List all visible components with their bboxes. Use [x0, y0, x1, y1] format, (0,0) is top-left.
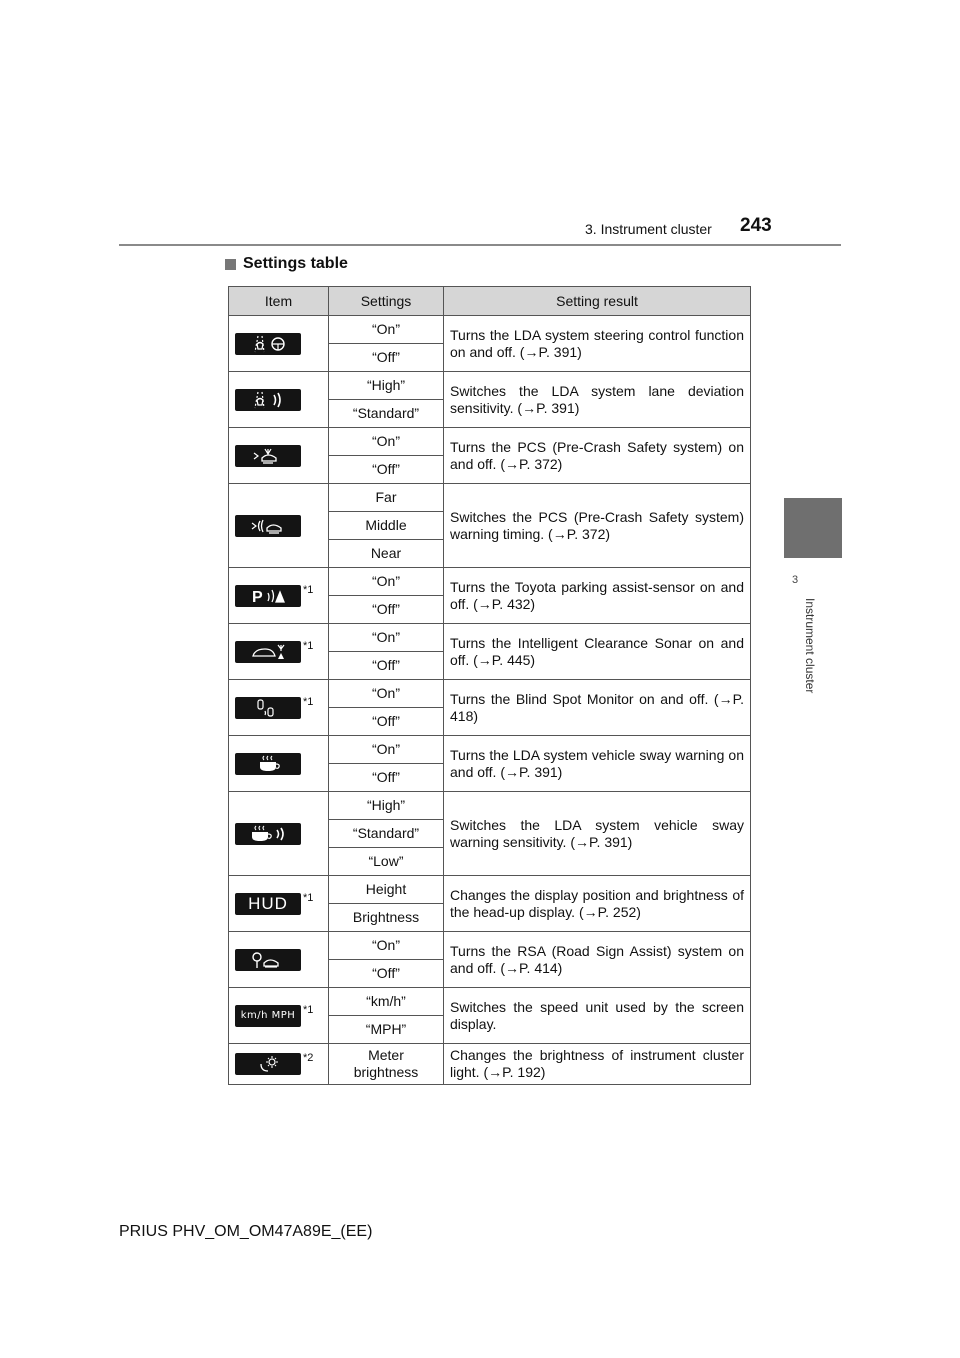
setting-value: “High”	[329, 792, 444, 820]
table-row	[229, 680, 751, 708]
setting-value: Brightness	[329, 904, 444, 932]
chapter-tab	[784, 498, 842, 558]
setting-value: “Low”	[329, 848, 444, 876]
setting-value: “On”	[329, 428, 444, 456]
setting-result: Turns the LDA system vehicle sway warning on and off. (→P. 391)	[444, 736, 751, 792]
setting-result: Changes the display position and brightness of the head-up display. (→P. 252)	[444, 876, 751, 932]
setting-value: Near	[329, 540, 444, 568]
item-cell	[229, 736, 329, 792]
item-cell	[229, 428, 329, 484]
table-row	[229, 792, 751, 820]
table-row	[229, 988, 751, 1016]
footnote-marker: *2	[303, 1052, 314, 1064]
setting-value: Meter brightness	[329, 1044, 444, 1085]
setting-result: Switches the speed unit used by the screen display.	[444, 988, 751, 1044]
column-header-item: Item	[229, 287, 329, 316]
setting-value: “On”	[329, 932, 444, 960]
setting-result: Turns the Blind Spot Monitor on and off. (→P. 418)	[444, 680, 751, 736]
table-row	[229, 736, 751, 764]
item-cell	[229, 792, 329, 876]
setting-result: Switches the PCS (Pre-Crash Safety system) warning timing. (→P. 372)	[444, 484, 751, 568]
item-cell	[229, 876, 329, 932]
setting-value: “Off”	[329, 596, 444, 624]
lda-sensitivity-icon	[235, 389, 301, 411]
hud-icon	[235, 893, 301, 915]
setting-value: “Off”	[329, 456, 444, 484]
settings-heading-text: Settings table	[243, 255, 348, 272]
table-row	[229, 372, 751, 400]
settings-heading	[225, 255, 348, 273]
footnote-marker: *1	[303, 583, 314, 596]
chapter-number: 3	[792, 574, 799, 586]
clearance-sonar-icon	[235, 641, 301, 663]
setting-value: “On”	[329, 680, 444, 708]
setting-result: Turns the Intelligent Clearance Sonar on and off. (→P. 445)	[444, 624, 751, 680]
meter-brightness-icon	[235, 1053, 301, 1075]
table-row	[229, 1044, 751, 1085]
item-cell	[229, 680, 329, 736]
setting-value: “MPH”	[329, 1016, 444, 1044]
speed-unit-icon	[235, 1005, 301, 1027]
lda-steering-control-icon	[235, 333, 301, 355]
header-rule	[119, 244, 841, 246]
setting-result: Changes the brightness of instrument cluster light. (→P. 192)	[444, 1044, 751, 1085]
table-row	[229, 428, 751, 456]
setting-value: “Off”	[329, 960, 444, 988]
setting-value: “km/h”	[329, 988, 444, 1016]
setting-result: Turns the PCS (Pre-Crash Safety system) on and off. (→P. 372)	[444, 428, 751, 484]
table-row	[229, 932, 751, 960]
setting-value: “Standard”	[329, 820, 444, 848]
setting-value: Far	[329, 484, 444, 512]
setting-result: Switches the LDA system vehicle sway warning sensitivity. (→P. 391)	[444, 792, 751, 876]
footnote-marker: *1	[303, 891, 314, 904]
footnote-marker: *1	[303, 1003, 314, 1016]
table-row	[229, 316, 751, 344]
settings-table	[228, 286, 751, 1085]
table-row	[229, 624, 751, 652]
setting-value: “Standard”	[329, 400, 444, 428]
item-cell	[229, 1044, 329, 1085]
setting-value: “High”	[329, 372, 444, 400]
table-row	[229, 484, 751, 512]
item-cell	[229, 316, 329, 372]
item-cell	[229, 568, 329, 624]
svg-text:P: P	[252, 588, 263, 605]
item-cell	[229, 372, 329, 428]
parking-assist-sensor-icon	[235, 585, 301, 607]
table-row	[229, 876, 751, 904]
vehicle-sway-warning-icon	[235, 753, 301, 775]
setting-value: “On”	[329, 736, 444, 764]
table-row	[229, 568, 751, 596]
item-cell	[229, 988, 329, 1044]
setting-value: “Off”	[329, 652, 444, 680]
setting-value: Middle	[329, 512, 444, 540]
column-header-settings: Settings	[329, 287, 444, 316]
speed-unit-icon-text: km/h MPH	[240, 1010, 296, 1021]
item-cell	[229, 484, 329, 568]
sway-warning-sensitivity-icon	[235, 823, 301, 845]
footer-document-code: PRIUS PHV_OM_OM47A89E_(EE)	[119, 1223, 373, 1240]
setting-value: “Off”	[329, 708, 444, 736]
setting-result: Turns the LDA system steering control function on and off. (→P. 391)	[444, 316, 751, 372]
road-sign-assist-icon	[235, 949, 301, 971]
column-header-result: Setting result	[444, 287, 751, 316]
setting-value: “On”	[329, 316, 444, 344]
setting-value: “Off”	[329, 764, 444, 792]
chapter-label: Instrument cluster	[803, 598, 817, 694]
setting-value: Height	[329, 876, 444, 904]
setting-value: “On”	[329, 624, 444, 652]
table-header-row	[229, 287, 751, 316]
setting-value: “On”	[329, 568, 444, 596]
setting-value: “Off”	[329, 344, 444, 372]
footnote-marker: *1	[303, 695, 314, 708]
blind-spot-monitor-icon	[235, 697, 301, 719]
setting-result: Switches the LDA system lane deviation sensitivity. (→P. 391)	[444, 372, 751, 428]
item-cell	[229, 624, 329, 680]
pcs-icon	[235, 445, 301, 467]
section-title: 3. Instrument cluster	[585, 221, 712, 237]
page-number: 243	[740, 215, 772, 236]
setting-result: Turns the Toyota parking assist-sensor on and off. (→P. 432)	[444, 568, 751, 624]
footnote-marker: *1	[303, 639, 314, 652]
pcs-warning-timing-icon	[235, 515, 301, 537]
square-bullet-icon	[225, 259, 236, 270]
hud-icon-text: HUD	[248, 894, 288, 913]
setting-result: Turns the RSA (Road Sign Assist) system on and off. (→P. 414)	[444, 932, 751, 988]
item-cell	[229, 932, 329, 988]
